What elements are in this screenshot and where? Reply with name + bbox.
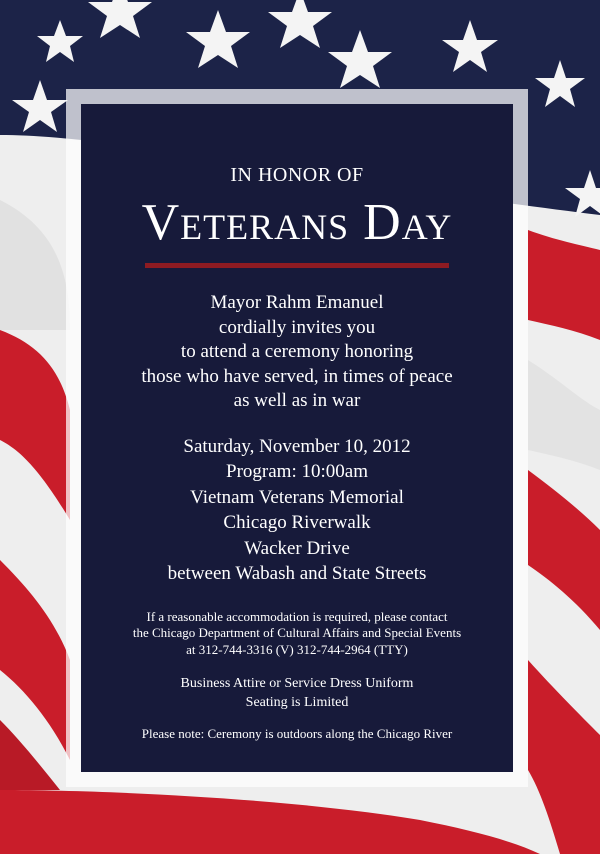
outdoor-note: Please note: Ceremony is outdoors along the Chicago River xyxy=(141,726,453,741)
seating-line: Seating is Limited xyxy=(245,695,349,710)
invitation-text xyxy=(81,291,513,414)
invitation-line: Mayor Rahm Emanuel xyxy=(210,292,384,313)
contact-line: the Chicago Department of Cultural Affairs and Special Events xyxy=(132,625,462,640)
contact-line: If a reasonable accommodation is required, please contact xyxy=(146,608,448,624)
invitation-line: cordially invites you xyxy=(218,316,376,338)
event-details xyxy=(81,434,513,587)
event-cross-streets: between Wabash and State Streets xyxy=(167,563,427,584)
event-time: Program: 10:00am xyxy=(226,461,368,482)
invitation-card xyxy=(81,104,513,772)
accommodation-contact xyxy=(81,609,513,659)
invitation-line: those who have served, in times of peace xyxy=(141,365,453,387)
event-venue: Vietnam Veterans Memorial xyxy=(190,486,404,508)
contact-phone: at 312-744-3316 (V) 312-744-2964 (TTY) xyxy=(186,641,408,657)
page-title: Veterans Day xyxy=(141,194,453,251)
attire-line: Business Attire or Service Dress Uniform xyxy=(180,676,414,691)
invitation-line: to attend a ceremony honoring xyxy=(180,341,414,362)
attire-info xyxy=(81,674,513,712)
title-divider xyxy=(145,263,449,268)
kicker-heading: IN HONOR OF xyxy=(230,164,364,186)
event-location: Chicago Riverwalk xyxy=(223,512,371,533)
event-date: Saturday, November 10, 2012 xyxy=(183,435,411,457)
invitation-line: as well as in war xyxy=(233,390,361,411)
event-street: Wacker Drive xyxy=(244,537,350,559)
